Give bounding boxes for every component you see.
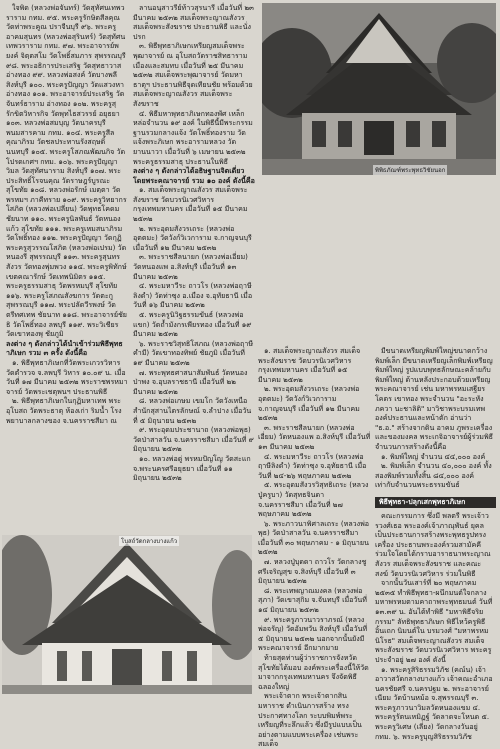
paragraph: ๑. พิธีพุทธาภิเษกที่วัดพระเกวรวิหารวัดตำรวจ จ.ลพบุรี วิหาร ๑๐.๐๙ น. เมื่อวันที่ ๑๗ มีนาคม ๒๕๓๒ พระราชพรหมาจารย์ วัดพระเชตุพนฯ ประธานพิธี	[6, 357, 128, 396]
section-title-bar: พิธีพุทธา-ปลุกเสกพุทธาภิเษก	[375, 497, 496, 508]
temple-museum-photo	[262, 3, 496, 175]
paragraph: ๑. พระครูสิริธรรมวิภัช (คณ์น) เจ้าอาวาสวัดกลางบางแก้ว เจ้าคณะอำเภอนครชัยศรี จ.นครปฐม ๒. พระอาจารย์เนียม วัดบ้านหม้อ จ.สุพรรณบุรี ๓. พระครูภาวนาวิมลวัดหนองแขม ๔. พระครูรัตนเหมิฏฐ์ วัดลาดจะโหนด ๕. พระครูวิเศษ (เลี่ยง) วัดกลางวันอยู่ กทม. ๖. พระครูบุญสิริธรรมวิภัช	[375, 664, 493, 741]
paragraph: ๙. พระอุดมประชานาถ (หลวงพ่อพุธ) วัดป่าสาลวัน จ.นครราชสีมา เมื่อวันที่ ๙ มิถุนายน ๒๕๓๒	[133, 425, 254, 454]
paragraph: คณะกรรมการ ซึ่งมี พลตรี พระเจ้าวรวงศ์เธอ พระองค์เจ้าภาณุพันธ์ ยุคล เป็นประธานการสร้างพระพุทธรูปทรงเครื่อง ประธานพระองค์รวมสามัคคีร่วมใจโดยได้กราบอาราธนาพระญาณสังวร สมเด็จพระสังฆราช และคณะสงฆ์ วัดบวรนิเวศวิหาร ร่วมในพิธี	[375, 511, 491, 578]
paragraph: ๙. พระครูภาวนาวราภรณ์ (หลวงพ่อจรัญ) วัดอัมพวัน สิงห์บุรี เมื่อวันที่ ๕ มิถุนายน ๒๕๓๒ นอกจากนั้นยังมีพระคณาจารย์ อีกมากมาย	[258, 614, 368, 653]
paragraph: ๑. สมเด็จพระญาณสังวร สมเด็จพระสังฆราช วัดบวรนิเวศวิหาร กรุงเทพมหานคร เมื่อวันที่ ๑๕ มีนาคม ๒๕๓๒	[133, 185, 248, 224]
paragraph: ๕. พระอุดมสังวรวิสุทธิเถระ (หลวงปู่ครูบา) วัดสุทธจินดา จ.นครราชสีมา เมื่อวันที่ ๒๗ พฤษภาคม ๒๕๓๒	[258, 480, 369, 519]
paragraph: ๖. พระภาวนาพิศาลเถระ (หลวงพ่อพุธ) วัดป่าสาลวัน จ.นครราชสีมา เมื่อวันที่ ๓๐ พฤษภาคม - ๑ มิถุนายน ๒๕๓๒	[258, 518, 370, 557]
text-column-2	[133, 3, 255, 483]
paragraph: ๗. หลวงปู่บุดดา ถาวโร วัดกลางชูศรีเจริญสุข จ.สิงห์บุรี เมื่อวันที่ ๓ มิถุนายน ๒๕๓๒	[258, 557, 367, 586]
paragraph: ใจพิด (หลวงพ่อจันทร์) วัดสุทัศนเทพวราราม กทม. ๙๕. พระครูรักษิตสีลคุณ วัดท่าพระคูณ ปราจีนบุรี ๙๖. พระครูอาคมสุนทร (หลวงพ่อสุรินทร์) วัดสุทัศนเทพวราราม กทม. ๙๗. พระอาจารย์พยงค์ จิตฺตสโม วัดโพธิ์สมภาร สุพรรณบุรี ๙๘. พระอธิการประเสริฐ วัดสุทธาวาส อ่างทอง ๙๙. หลวงพ่อสงค์ วัดบางพลี สิงห์บุรี ๑๐๐. พระครูปัญญา วัดแสวงหา อ่างทอง ๑๐๑. พระอาจารย์ประเสริฐ วัดจันทร์ธาราม อ่างทอง ๑๐๒. พระครูสุรักขิตวิหารกิจ วัดพุทไธสวรรย์ อยุธยา ๑๐๓. หลวงพ่อสมบุญ วัดนาครบุรี พนมสารคาม กทม. ๑๐๔. พระครูสีลคุณาภิรม วัดชลประทานรังสฤษดิ์ นนทบุรี ๑๐๕. พระครูโสภณพัฒนกิจ วัดโปรดเกศฯ กทม. ๑๐๖. พระครูปัญญาวิมล วัดสุทัศนาราม สิงห์บุรี ๑๐๗. พระประสิทธิ์โรจนคุณ วัดราษฎร์บูรณะ สุโขทัย ๑๐๘. หลวงพ่อรักษ์ เมตฺตา วัดพรหมฯ ภาคีทราย ๑๐๙. พระครูวิทยากรโสภิต (หลวงพ่อเปลี่ยน) วัดพุทธโคดม ชัยนาท ๑๑๐. พระครูนิลพันธ์ วัดหนองแก้ว สุโขทัย ๑๑๑. พระครูเหมสนาภิรม วัดโพธิ์ทอง ๑๑๒. พระครูปัญญา วัดกุฏิ พระครูสุวรรณโสภิต (หลวงพ่อเปรม) วัดหนองรี สุพรรณบุรี ๑๑๓. พระครูสุนทรสังวร วัดทองพุ่มพวง ๑๑๔. พระครูพิทักษ์เขตคณารักษ์ วัดเทพนิมิตร ๑๑๕. พระครูธรรมสาธุ วัดพรหมบุรี สุโขทัย ๑๑๖. พระครูโสภณสังฆการ วัดตะกู สุพรรณบุรี ๑๑๗. พระปลัดวีรพงษ์ วัดตรีทศเทพ ชัยนาท ๑๑๘. พระอาจารย์ชัยธิ วัดโพธิ์ทอง ลพบุรี ๑๑๙. พระวิเชียร วัดเขาทองพุ ชัยภูมิ	[6, 3, 127, 339]
paragraph: พระเจ้าตาก พระเจ้าตากสินมหาราช ดำเนินการสร้าง ทรงประกาศทางโลก ระบบพิมพ์พระเหรียญที่ระลึกแล้ว ซึ่งมีรูปแบบเป็นอย่างตามแบบพระเครื่อง เช่นพระสมเด็จ	[258, 691, 362, 749]
section-heading: ลงต่าง ๆ ดังกล่าวได้อธิษฐานจิตเดี่ยวโดยพระคณาจารย์ รวม ๑๐ องค์ ดังนี้คือ	[133, 166, 255, 185]
paragraph: ๓. พระราชสีลนายก (หลวงพ่อเอี่ยม) วัดหนองแพ อ.สิงห์บุรี เมื่อวันที่ ๑๓ มีนาคม ๒๕๓๒	[258, 422, 371, 451]
section-heading: ลงต่าง ๆ ดังกล่าวได้นำเข้าร่วมพิธีพุทธาภิเษก รวม ๓ ครั้ง ดังนี้คือ	[6, 338, 123, 358]
paragraph: ลานอนุสาวรีย์ท้าวสุรนารี เมื่อวันที่ ๒๓ มีนาคม ๒๕๓๒ สมเด็จพระญาณสังวร สมเด็จพระสังฆราช ประธานพิธี และนั่งปรก	[133, 3, 254, 41]
photo-caption: พิพิธภัณฑ์พระพุทธวิชัยนอก	[375, 167, 446, 174]
paragraph: ๒. พิมพ์เล็ก จำนวน ๔๐,๐๐๐ องค์ ทั้งสองพิมพ์รวมทั้งสิ้น ๘๔,๐๐๐ องค์ เท่ากับจำนวนพระธรรมขันธ์	[375, 461, 492, 490]
paragraph: ๑. พิมพ์ใหญ่ จำนวน ๔๔,๐๐๐ องค์	[381, 451, 486, 461]
paragraph: ๒. พิธีพุทธาภิเษกในกุฏิมหาเทพ พระอุโบสถ วัดพระธาตุ ห้องเก่า ริมน้ำ โรงพยาบาลกลางของ จ.นครราชสีมา ณ	[6, 396, 122, 425]
paragraph: ๕. พระครูนิวิฐธรรมขันธ์ (หลวงพ่อแขก) วัดถ้ำมังกรเพียรทอง เมื่อวันที่ ๑๙ มีนาคม ๒๕๓๒	[133, 310, 252, 339]
paragraph: ๔. พระมหาวีระ ถาวโร (หลวงพ่อฤาษีลิงดำ) วัดท่าซุง อ.เมือง จ.อุทัยธานี เมื่อวันที่ ๑๖ มีนาคม ๒๕๓๒	[133, 281, 253, 310]
text-column-1	[6, 3, 128, 425]
paragraph: จากนั้นวันเสาร์ที่ ๒๐ พฤษภาคม ๒๕๓๕ ทำพิธีพุทธา-ผนึกมนต์ใจกลางมหาพรหมตามคาถาพระพุทธมนต์ วันที่ ๑๓.๓๙ น. อันได้ทำพิธี "มหาพิธีจริยกรรม" ลัทธิพุทธาภิเษก พิธีไหว้ครูพิธีอิ้นเถก นิมนต์ใน บรมวงศ์ "มหาพรหมนิโรธ" สมเด็จพระญาณสังวร สมเด็จพระสังฆราช วัดบวรนิเวศวิหาร พระครูประจำอยู่ ๒๗ องค์ ดังนี้	[375, 578, 493, 664]
text-column-4-continued	[375, 511, 493, 741]
text-column-4	[375, 346, 493, 490]
paragraph: ๓. พิธีพุทธาภิเษกเหรียญสมเด็จพระพุฒาจารย์ ณ อุโบสถวัดราชสิทธาราม เมืองและสมทบ เมื่อวันที่ ๒๕ มีนาคม ๒๕๓๒ สมเด็จพระพุฒาจารย์ วัดมหาธาตุฯ ประธานพิธีจุดเทียนชัย พร้อมด้วยสมเด็จพระญาณสังวร สมเด็จพระสังฆราช	[133, 41, 253, 108]
text-column-3	[258, 346, 371, 749]
paragraph: ๔. พระมหาวีระ ถาวโร (หลวงพ่อฤาษีลิงดำ) วัดท่าซุง จ.อุทัยธานี เมื่อวันที่ ๒๔-๒๖ พฤษภาคม ๒๕๓๒	[258, 451, 367, 480]
paragraph: ท้ายสุดท่านผู้ว่าราชการจังหวัดสุโขทัยได้มอบ องค์พระเครื่องนี้ให้วัดมาจากกรุงเทพมหานคร จึงจัดพิธีฉลองใหญ่	[258, 653, 369, 691]
temple-museum-illustration	[262, 3, 496, 175]
ordination-hall-photo	[2, 535, 252, 694]
paragraph: ๖. พระราชวิสุทธิโสภณ (หลวงพ่อฤาษีคำมี) วัดเขาทองทิพย์ ชัยภูมิ เมื่อวันที่ ๑๙ มีนาคม ๒๕๓๒	[133, 338, 254, 367]
paragraph: ๗. พระพุทธศาสนาสัมพันธ์ วัดหนองป่าพง จ.อุบลราชธานี เมื่อวันที่ ๒๒ มีนาคม ๒๕๓๒	[133, 367, 248, 396]
paragraph: ๑๐. หลวงพ่อดู่ พรหมปัญโญ วัดสะแก จ.พระนครศรีอยุธยา เมื่อวันที่ ๑๑ มิถุนายน ๒๕๓๒	[133, 453, 251, 483]
paragraph: ๔. พิธีมหาพุทธาภิเษกทองพัศ เหล็กหล่อจำนวน ๑๙ องค์ ในพิธีนี้มีพระกรรมฐานรวมกลางแจ้ง วัดโพธิ์ทองราม วัดแจ้งพระภิเษก พระอารามหลวง วัดยานนาวา เมื่อวันที่ ๖ เมษายน ๒๕๓๒ พระครูธรรมสาธุ ประธานในพิธี	[133, 108, 253, 166]
ordination-hall-illustration	[2, 535, 252, 694]
paragraph: ๒. พระอุดมสังวรเถระ (หลวงพ่ออุตตมะ) วัดวังก์วิเวการาม จ.กาญจนบุรี เมื่อวันที่ ๑๒ มีนาคม ๒๕๓๒	[258, 384, 360, 423]
paragraph: ๘. หลวงพ่อเกษม เขมโก วัดวังเหนือ สำนักสุสานไตรลักษณ์ จ.ลำปาง เมื่อวันที่ ๕ มิถุนายน ๒๕๓๒	[133, 396, 252, 425]
paragraph: ๘. พระเทพญาณมงคล (หลวงพ่อสุภา) วัดเขาสุกิม จ.จันทบุรี เมื่อวันที่ ๑๔ มิถุนายน ๒๕๓๒	[258, 585, 367, 615]
photo-caption: โบสถ์วัดกลางบางแก้ว	[121, 538, 178, 545]
paragraph: ๑. สมเด็จพระญาณสังวร สมเด็จพระสังฆราช วัดบวรนิเวศวิหาร กรุงเทพมหานคร เมื่อวันที่ ๑๕ มีนาคม ๒๕๓๒	[258, 346, 361, 384]
paragraph: ๓. พระราชสีลนายก (หลวงพ่อเอี่ยม) วัดหนองแพ อ.สิงห์บุรี เมื่อวันที่ ๑๓ มีนาคม ๒๕๓๒	[133, 252, 248, 281]
paragraph: มีขนาดเหรียญพิมพ์ใหญ่ขนาดกว้างพิมพ์เล็ก มีขนาดเหรียญเล็กพิมพ์เหรียญพิมพ์ใหญ่ รูปแบบพุทธลักษณะคล้ายกับพิมพ์ใหญ่ ด้านหลังประกอบด้วยเหรียญพระคณาจารย์ เช่น มหาพรหมเสฐียรโคตร เขาทอง พระจำนวน "อะระหัง ภควา นะชาลิติ" มาวิชาพระบรมเทพ องค์ประธานและหน้าตัก อ่านว่า "ธ.อ." สร้างจากดิน อาคม ภูพระเครื่อง และของมงคล พระเกจิอาจารย์ผู้ร่วมพิธี จำนวนการสร้างดังนี้คือ	[375, 346, 493, 451]
paragraph: ๒. พระอุดมสังวรเถระ (หลวงพ่ออุตตมะ) วัดวังก์วิเวการาม จ.กาญจนบุรี เมื่อวันที่ ๑๒ มีนาคม ๒๕๓๒	[133, 223, 252, 252]
